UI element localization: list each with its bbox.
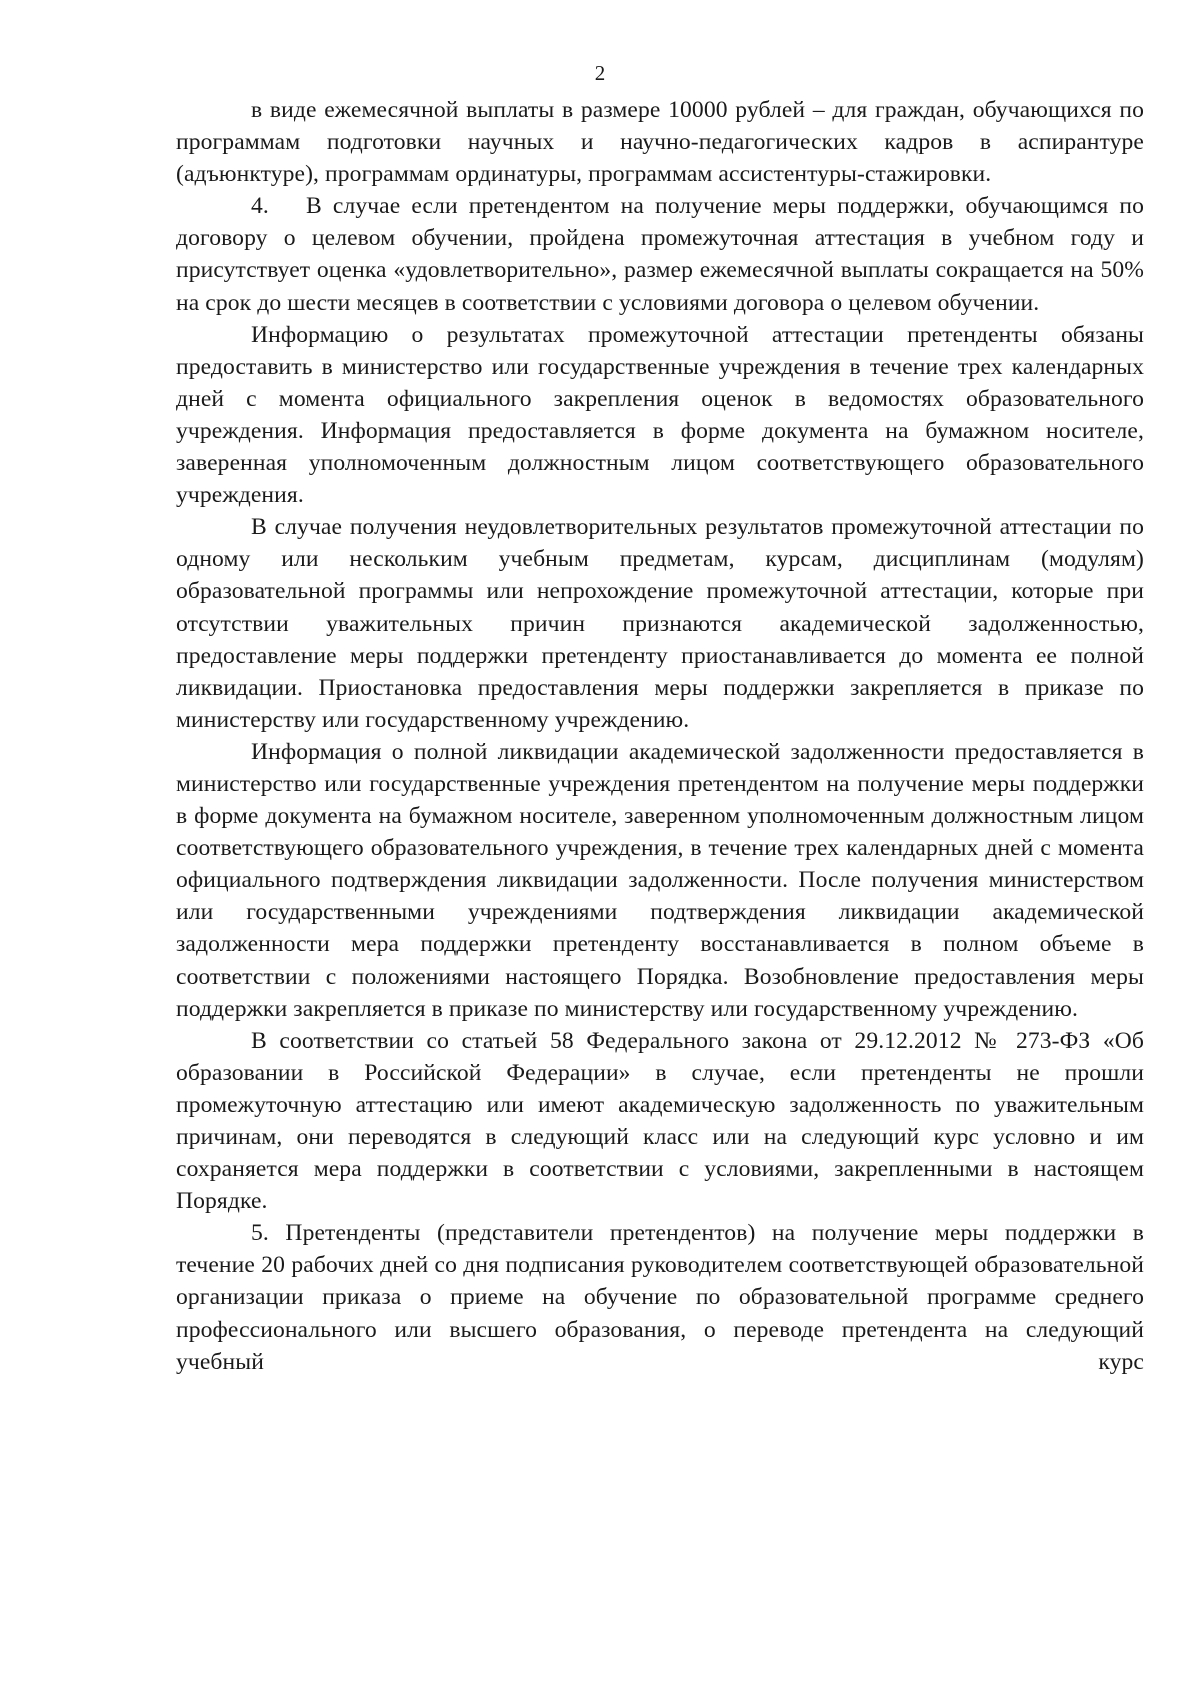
item-4-text: В случае если претендентом на получение меры поддержки, обучающимся по договору о целевом обучении, пройдена промежуточная аттестация в учебном году и присутствует оценка «удовлетворительно», размер ежемесячной выплаты сокращается на 50% на срок до шести месяцев в соответствии с условиями договора о целевом обучении. bbox=[176, 193, 1144, 316]
document-body bbox=[176, 94, 1144, 1378]
paragraph-attestation-info: Информацию о результатах промежуточной аттестации претенденты обязаны предоставить в министерство или государственные учреждения в течение трех календарных дней с момента официального закрепления оценок в ведомостях образовательного учреждения. Информация предоставляется в форме документа на бумажном носителе, заверенная уполномоченным должностным лицом соответствующего образовательного учреждения. bbox=[176, 321, 1144, 509]
paragraph-continuation: в виде ежемесячной выплаты в размере 10000 рублей – для граждан, обучающихся по программам подготовки научных и научно-педагогических кадров в аспирантуре (адъюнктуре), программам ординатуры, программам ассистентуры-стажировки. bbox=[176, 97, 1144, 188]
page-number: 2 bbox=[594, 61, 606, 85]
paragraph-item-4 bbox=[176, 190, 1144, 318]
paragraph-item-5: 5. Претенденты (представители претендентов) на получение меры поддержки в течение 20 рабочих дней со дня подписания руководителем соответствующей образовательной организации приказа о приеме на обучение по образовательной программе среднего профессионального или высшего образования, о переводе претендента на следующий учебный курс bbox=[176, 1220, 1144, 1375]
paragraph-unsatisfactory-results: В случае получения неудовлетворительных результатов промежуточной аттестации по одному или нескольким учебным предметам, курсам, дисциплинам (модулям) образовательной программы или непрохождение промежуточной аттестации, которые при отсутствии уважительных причин признаются академической задолженностью, предоставление меры поддержки претенденту приостанавливается до момента ее полной ликвидации. Приостановка предоставления меры поддержки закрепляется в приказе по министерству или государственному учреждению. bbox=[176, 514, 1144, 733]
paragraph-federal-law: В соответствии со статьей 58 Федерального закона от 29.12.2012 № 273-ФЗ «Об образовании в Российской Федерации» в случае, если претенденты не прошли промежуточную аттестацию или имеют академическую задолженность по уважительным причинам, они переводятся в следующий класс или на следующий курс условно и им сохраняется мера поддержки в соответствии с условиями, закрепленными в настоящем Порядке. bbox=[176, 1027, 1144, 1215]
paragraph-debt-liquidation: Информация о полной ликвидации академической задолженности предоставляется в министерство или государственные учреждения претендентом на получение меры поддержки в форме документа на бумажном носителе, заверенном уполномоченным должностным лицом соответствующего образовательного учреждения, в течение трех календарных дней с момента официального подтверждения ликвидации задолженности. После получения министерством или государственными учреждениями подтверждения ликвидации академической задолженности мера поддержки претенденту восстанавливается в полном объеме в соответствии с положениями настоящего Порядка. Возобновление предоставления меры поддержки закрепляется в приказе по министерству или государственному учреждению. bbox=[176, 738, 1144, 1022]
item-number: 4. bbox=[251, 193, 269, 220]
